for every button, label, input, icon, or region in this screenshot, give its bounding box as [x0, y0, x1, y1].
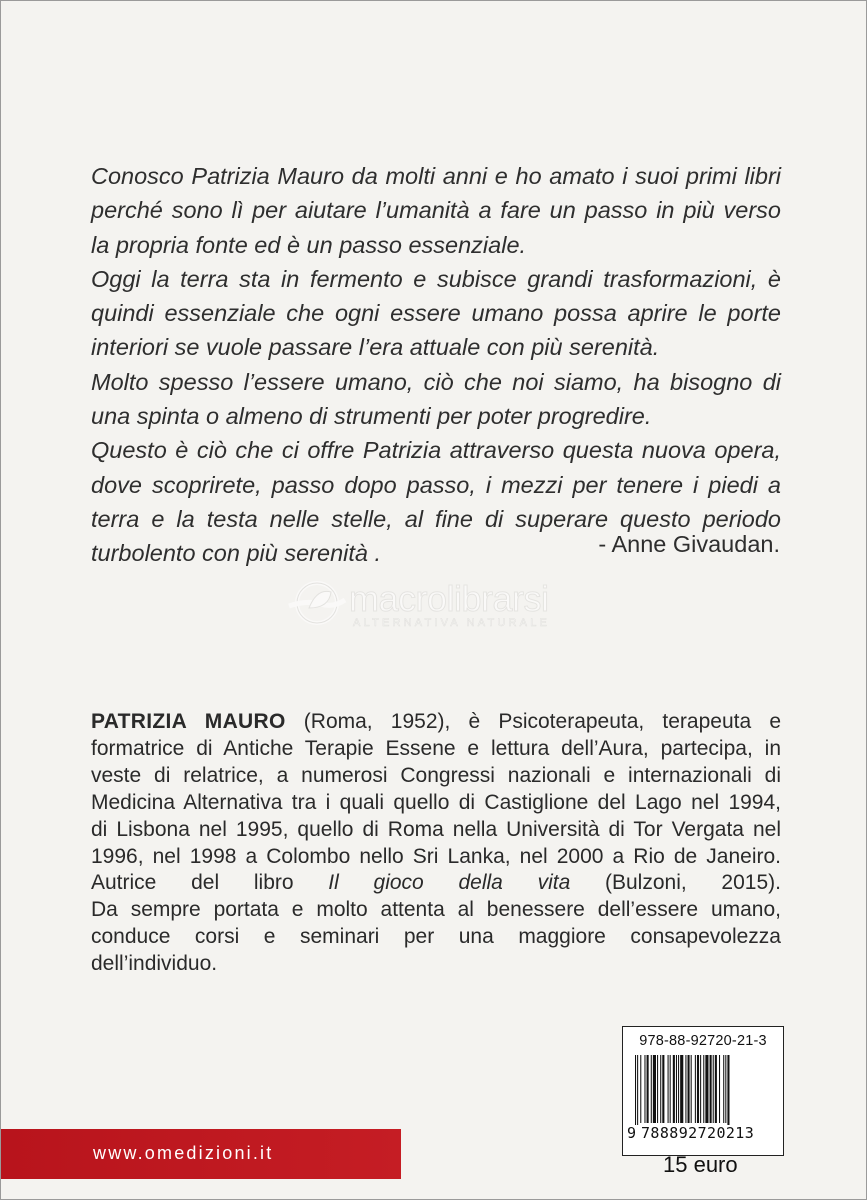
watermark	[287, 574, 607, 634]
book-prefix: Autrice del libro	[91, 871, 329, 895]
barcode-bar	[676, 1055, 677, 1123]
leaf-logo-icon	[287, 578, 347, 628]
barcode-bar	[678, 1055, 679, 1123]
quote-line: Questo è ciò che ci offre Patrizia attraverso questa nuova opera,	[91, 437, 781, 464]
quote-line: turbolento con più serenità .	[91, 540, 382, 567]
bio-line: Da sempre portata e molto attenta al benessere dell’essere umano,	[91, 898, 781, 922]
barcode-bar	[715, 1055, 717, 1123]
watermark-name: macrolibrarsi	[349, 578, 549, 619]
barcode-digit-string: 788892720213	[641, 1124, 755, 1142]
bio-line: dell’individuo.	[91, 952, 218, 976]
barcode-bar	[691, 1055, 692, 1123]
quote-attribution: - Anne Givaudan.	[598, 531, 780, 557]
barcode-bar	[673, 1055, 675, 1123]
bio-line: conduce corsi e seminari per una maggiore consapevolezza	[91, 925, 781, 949]
bio-line: di Lisbona nel 1995, quello di Roma nella Università di Tor Vergata nel	[91, 817, 781, 841]
barcode-bar	[725, 1055, 726, 1123]
barcode-bar	[657, 1055, 658, 1123]
barcode-bar	[685, 1055, 686, 1123]
isbn-barcode	[622, 1026, 784, 1156]
quote-line: Oggi la terra sta in fermento e subisce grandi trasformazioni, è	[91, 265, 781, 292]
barcode-bar	[660, 1055, 661, 1123]
barcode-bar	[713, 1055, 714, 1123]
bio-line: veste di relatrice, a numerosi Congressi nazionali e internazionali di	[91, 763, 781, 787]
quote-line: Conosco Patrizia Mauro da molti anni e ho amato i suoi primi libri	[91, 163, 781, 189]
bio-line	[91, 709, 781, 736]
bio-line-text: (Roma, 1952), è Psicoterapeuta, terapeuta e	[285, 710, 781, 733]
book-title: Il gioco della vita	[328, 871, 571, 895]
quote-line: una spinta o almeno di strumenti per poter progredire.	[91, 403, 652, 430]
quote-line: dove scoprirete, passo dopo passo, i mezzi per tenere i piedi a	[91, 471, 781, 498]
barcode-bar	[651, 1055, 652, 1123]
endorsement-quote	[91, 159, 781, 571]
quote-line: la propria fonte ed è un passo essenziale.	[91, 231, 527, 258]
bio-line	[91, 870, 781, 897]
barcode-bar	[668, 1055, 669, 1123]
barcode-bar	[688, 1055, 690, 1123]
barcode-bars	[633, 1055, 778, 1125]
bio-line: formatrice di Antiche Terapie Essene e lettura dell’Aura, partecipa, in	[91, 736, 781, 760]
quote-line: quindi essenziale che ogni essere umano possa aprire le porte	[91, 300, 781, 327]
barcode-bar	[635, 1055, 636, 1125]
barcode-bar	[703, 1055, 704, 1123]
barcode-bar	[670, 1055, 671, 1123]
watermark-tagline: ALTERNATIVA NATURALE	[353, 617, 551, 629]
barcode-bar	[680, 1055, 683, 1123]
barcode-bar	[662, 1055, 664, 1123]
barcode-bar	[719, 1055, 720, 1123]
barcode-bar	[705, 1055, 708, 1123]
barcode-bar	[695, 1055, 696, 1123]
author-bio	[91, 709, 781, 978]
quote-line: Molto spesso l’essere umano, ciò che noi siamo, ha bisogno di	[91, 368, 781, 395]
quote-line: terra e la testa nelle stelle, al fine di superare questo periodo	[91, 505, 781, 532]
barcode-bar	[710, 1055, 712, 1123]
barcode-bar	[723, 1055, 724, 1123]
price: 15 euro	[663, 1152, 738, 1177]
barcode-first-digit: 9	[627, 1124, 637, 1142]
barcode-bar	[700, 1055, 701, 1123]
quote-line: interiori se vuole passare l’era attuale con più serenità.	[91, 334, 660, 361]
bio-line: Medicina Alternativa tra i quali quello di Castiglione del Lago nel 1994,	[91, 790, 781, 814]
barcode-bar	[647, 1055, 649, 1123]
bio-line: 1996, nel 1998 a Colombo nello Sri Lanka, nel 2000 a Rio de Janeiro.	[91, 844, 781, 868]
author-name: PATRIZIA MAURO	[91, 710, 286, 733]
quote-line: perché sono lì per aiutare l’umanità a fare un passo in più verso	[91, 197, 781, 224]
barcode-bar	[644, 1055, 645, 1123]
book-suffix: (Bulzoni, 2015).	[570, 871, 781, 895]
barcode-bar	[697, 1055, 699, 1123]
barcode-bar	[653, 1055, 656, 1123]
barcode-bar	[640, 1055, 641, 1123]
barcode-bar	[727, 1055, 729, 1125]
publisher-website-link[interactable]: www.omedizioni.it	[93, 1143, 274, 1163]
barcode-bar	[637, 1055, 638, 1125]
isbn-number: 978-88-92720-21-3	[639, 1033, 767, 1049]
